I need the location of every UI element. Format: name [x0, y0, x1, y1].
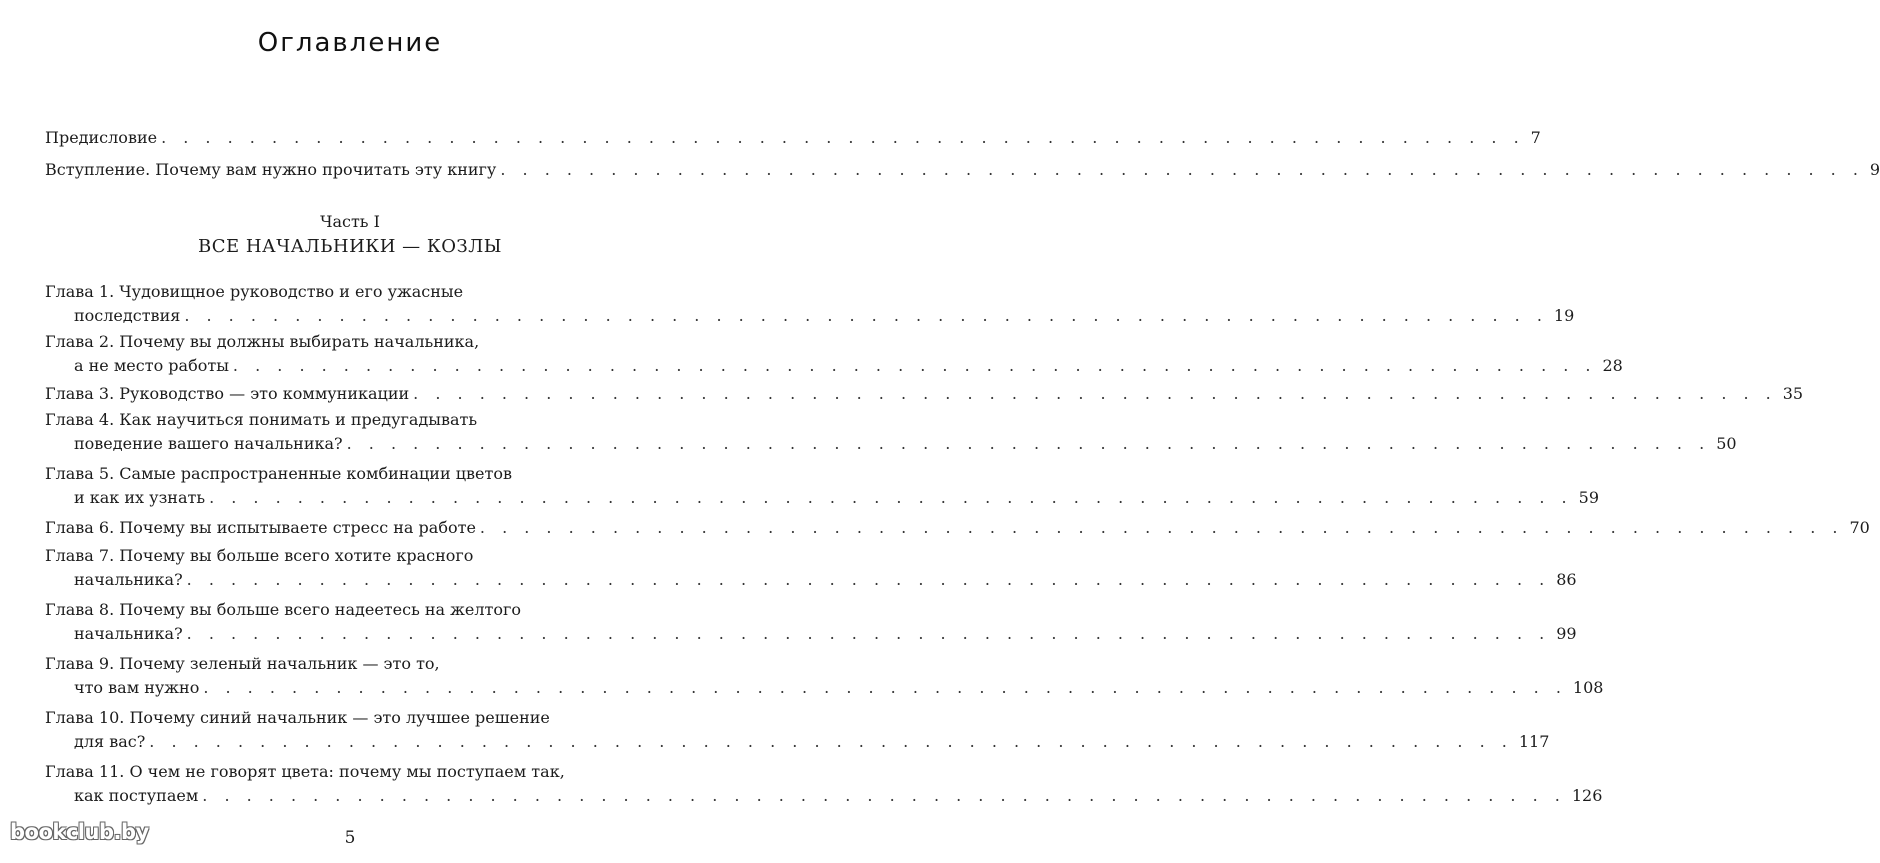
entry-label: Глава 9. Почему зеленый начальник — это то,	[45, 654, 440, 673]
leader-dots: . . . . . . . . . . . . . . . . . . . . . . . . . . . . . . . . . . . . . . . . . . . . . . . . . . . . . . . . . . . . . .	[209, 488, 1573, 507]
watermark-logo: bookclub.by	[10, 820, 149, 844]
entry-page: 35	[1782, 384, 1804, 403]
entry-page: 70	[1849, 518, 1870, 537]
entry-page: 7	[1530, 128, 1541, 147]
leader-dots: . . . . . . . . . . . . . . . . . . . . . . . . . . . . . . . . . . . . . . . . . . . . . . . . . . . . . . . . . . . . . .	[203, 678, 1567, 697]
entry-label-continued: для вас?	[74, 732, 146, 751]
entry-label: Глава 2. Почему вы должны выбирать начальника,	[45, 332, 480, 351]
toc-entry-chapter-8	[45, 598, 1577, 646]
entry-label: Глава 8. Почему вы больше всего надеетесь на желтого	[45, 600, 522, 619]
toc-entry-chapter-4	[45, 408, 1737, 456]
entry-label-continued: начальника?	[74, 624, 183, 643]
entry-label: Предисловие	[45, 128, 158, 147]
toc-entry-introduction	[45, 158, 1880, 182]
leader-dots: . . . . . . . . . . . . . . . . . . . . . . . . . . . . . . . . . . . . . . . . . . . . . . . . . . . . . . . . . . . . . .	[149, 732, 1513, 751]
entry-page: 99	[1556, 624, 1577, 643]
toc-entry-chapter-2	[45, 330, 1623, 378]
entry-label: Глава 7. Почему вы больше всего хотите красного	[45, 546, 474, 565]
leader-dots: . . . . . . . . . . . . . . . . . . . . . . . . . . . . . . . . . . . . . . . . . . . . . . . . . . . . . . . . . . . . . .	[413, 384, 1777, 403]
leader-dots: . . . . . . . . . . . . . . . . . . . . . . . . . . . . . . . . . . . . . . . . . . . . . . . . . . . . . . . . . . . . . .	[346, 434, 1711, 453]
entry-page: 59	[1578, 488, 1599, 507]
leader-dots: . . . . . . . . . . . . . . . . . . . . . . . . . . . . . . . . . . . . . . . . . . . . . . . . . . . . . . . . . . . . . .	[186, 570, 1551, 589]
leader-dots: . . . . . . . . . . . . . . . . . . . . . . . . . . . . . . . . . . . . . . . . . . . . . . . . . . . . . . . . . . . . . .	[186, 624, 1551, 643]
entry-label: Глава 5. Самые распространенные комбинации цветов	[45, 464, 512, 483]
entry-page: 50	[1716, 434, 1737, 453]
leader-dots: . . . . . . . . . . . . . . . . . . . . . . . . . . . . . . . . . . . . . . . . . . . . . . . . . . . . . . . . . . . . . .	[184, 306, 1548, 325]
toc-heading: Оглавление	[257, 28, 443, 58]
entry-page: 108	[1572, 678, 1604, 697]
entry-label-continued: последствия	[74, 306, 181, 325]
leader-dots: . . . . . . . . . . . . . . . . . . . . . . . . . . . . . . . . . . . . . . . . . . . . . . . . . . . . . . . . . . . . . .	[500, 160, 1864, 179]
leader-dots: . . . . . . . . . . . . . . . . . . . . . . . . . . . . . . . . . . . . . . . . . . . . . . . . . . . . . . . . . . . . . .	[161, 128, 1525, 147]
leader-dots: . . . . . . . . . . . . . . . . . . . . . . . . . . . . . . . . . . . . . . . . . . . . . . . . . . . . . . . . . . . . . .	[202, 786, 1566, 805]
entry-label: Глава 10. Почему синий начальник — это лучшее решение	[45, 708, 550, 727]
entry-label: Глава 6. Почему вы испытываете стресс на работе	[45, 518, 476, 537]
entry-label-continued: поведение вашего начальника?	[74, 434, 343, 453]
toc-entry-preface	[45, 126, 1541, 150]
toc-entry-chapter-3	[45, 382, 1804, 406]
toc-entry-chapter-7	[45, 544, 1577, 592]
entry-label-continued: что вам нужно	[74, 678, 200, 697]
entry-label: Глава 11. О чем не говорят цвета: почему мы поступаем так,	[45, 762, 565, 781]
entry-page: 86	[1556, 570, 1577, 589]
toc-entry-chapter-10	[45, 706, 1550, 754]
toc-entry-chapter-5	[45, 462, 1599, 510]
entry-page: 117	[1518, 732, 1550, 751]
entry-label-continued: и как их узнать	[74, 488, 206, 507]
entry-label: Вступление. Почему вам нужно прочитать эту книгу	[45, 160, 497, 179]
toc-entry-chapter-11	[45, 760, 1603, 808]
entry-page: 126	[1571, 786, 1603, 805]
entry-label-continued: как поступаем	[74, 786, 199, 805]
leader-dots: . . . . . . . . . . . . . . . . . . . . . . . . . . . . . . . . . . . . . . . . . . . . . . . . . . . . . . . . . . . . . .	[479, 518, 1844, 537]
entry-label: Глава 4. Как научиться понимать и предугадывать	[45, 410, 478, 429]
toc-entry-chapter-1	[45, 280, 1575, 328]
entry-label-continued: начальника?	[74, 570, 183, 589]
entry-label-continued: а не место работы	[74, 356, 229, 375]
entry-page: 9	[1869, 160, 1880, 179]
toc-entry-chapter-9	[45, 652, 1604, 700]
leader-dots: . . . . . . . . . . . . . . . . . . . . . . . . . . . . . . . . . . . . . . . . . . . . . . . . . . . . . . . . . . . . . .	[232, 356, 1597, 375]
entry-page: 28	[1602, 356, 1623, 375]
page-number: 5	[344, 828, 356, 848]
part-title: ВСЕ НАЧАЛЬНИКИ — КОЗЛЫ	[198, 236, 502, 257]
part-number: Часть I	[320, 212, 380, 231]
entry-label: Глава 1. Чудовищное руководство и его ужасные	[45, 282, 464, 301]
entry-page: 19	[1553, 306, 1575, 325]
toc-entry-chapter-6	[45, 516, 1870, 540]
entry-label: Глава 3. Руководство — это коммуникации	[45, 384, 410, 403]
